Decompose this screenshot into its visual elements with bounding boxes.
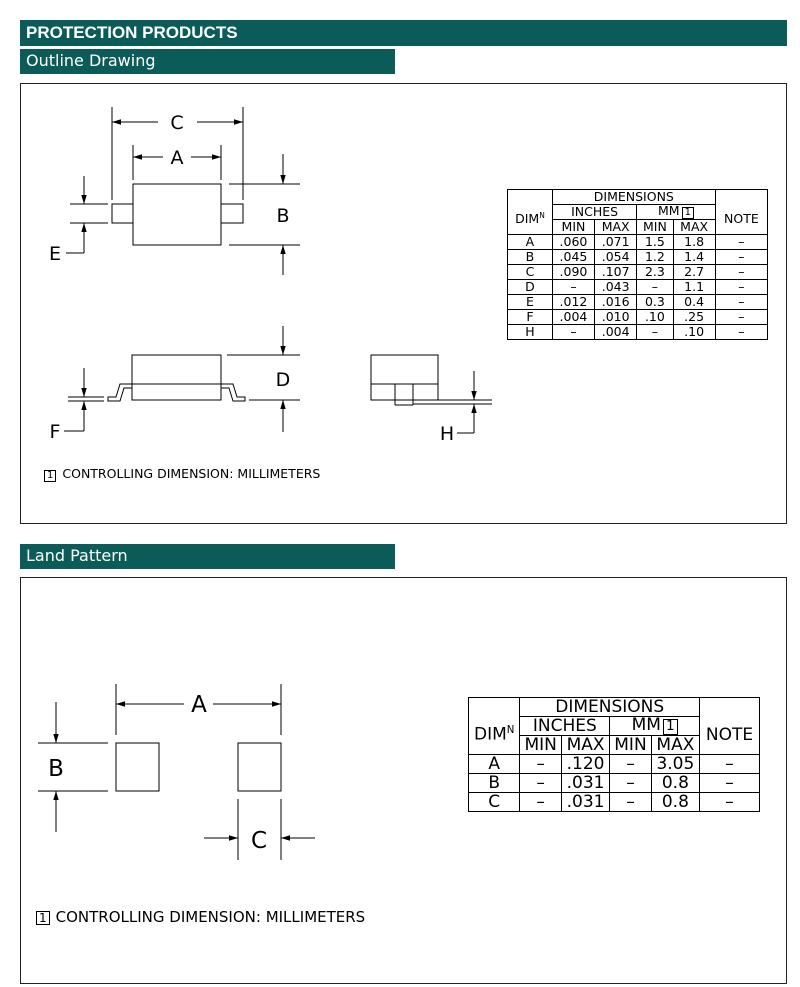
table-title: DIMENSIONS xyxy=(520,698,700,717)
table-title: DIMENSIONS xyxy=(552,190,715,205)
outline-dimensions-table xyxy=(507,189,768,340)
outline-end-view xyxy=(371,355,492,433)
min-header: MIN xyxy=(520,736,561,755)
table-row: C – .031 – 0.8 – xyxy=(469,793,760,812)
outline-label-C: C xyxy=(170,112,184,134)
note-header: NOTE xyxy=(700,717,760,755)
inches-header: INCHES xyxy=(520,717,610,736)
max-header: MAX xyxy=(651,736,699,755)
section-title-land: Land Pattern xyxy=(20,544,395,569)
min-header: MIN xyxy=(552,220,594,235)
land-pattern-drawing xyxy=(38,684,315,860)
table-row: E .012 .016 0.3 0.4 – xyxy=(508,295,768,310)
section-title-outline: Outline Drawing xyxy=(20,49,395,74)
land-label-C: C xyxy=(250,828,268,854)
outline-label-E: E xyxy=(48,243,62,265)
max-header: MAX xyxy=(673,220,715,235)
table-row: C .090 .107 2.3 2.7 – xyxy=(508,265,768,280)
outline-label-D: D xyxy=(275,369,291,391)
max-header: MAX xyxy=(595,220,637,235)
table-row: B – .031 – 0.8 – xyxy=(469,774,760,793)
outline-label-H: H xyxy=(439,423,455,445)
land-dimensions-table xyxy=(468,697,760,812)
land-label-B: B xyxy=(48,756,64,782)
note-header: NOTE xyxy=(715,205,767,235)
outline-label-A: A xyxy=(170,147,184,169)
min-header: MIN xyxy=(610,736,651,755)
dim-header: $DIM^N$ xyxy=(508,205,553,235)
outline-controlling-note: 1 CONTROLLING DIMENSION: MILLIMETERS xyxy=(44,466,320,482)
table-row: D – .043 – 1.1 – xyxy=(508,280,768,295)
mm-header: MM 1 xyxy=(610,717,700,736)
land-label-A: A xyxy=(191,692,207,718)
table-row: A .060 .071 1.5 1.8 – xyxy=(508,235,768,250)
inches-header: INCHES xyxy=(552,205,636,220)
table-row: A – .120 – 3.05 – xyxy=(469,755,760,774)
outline-label-F: F xyxy=(49,421,61,443)
outline-label-B: B xyxy=(276,205,290,227)
page-header: PROTECTION PRODUCTS xyxy=(20,20,787,46)
max-header: MAX xyxy=(561,736,609,755)
outline-side-view xyxy=(64,326,300,432)
min-header: MIN xyxy=(637,220,673,235)
table-row: B .045 .054 1.2 1.4 – xyxy=(508,250,768,265)
land-controlling-note: 1 CONTROLLING DIMENSION: MILLIMETERS xyxy=(36,908,365,926)
table-row: H – .004 – .10 – xyxy=(508,325,768,340)
mm-header: MM 1 xyxy=(637,205,715,220)
table-row: F .004 .010 .10 .25 – xyxy=(508,310,768,325)
dim-header: $DIM^N$ xyxy=(469,717,520,755)
